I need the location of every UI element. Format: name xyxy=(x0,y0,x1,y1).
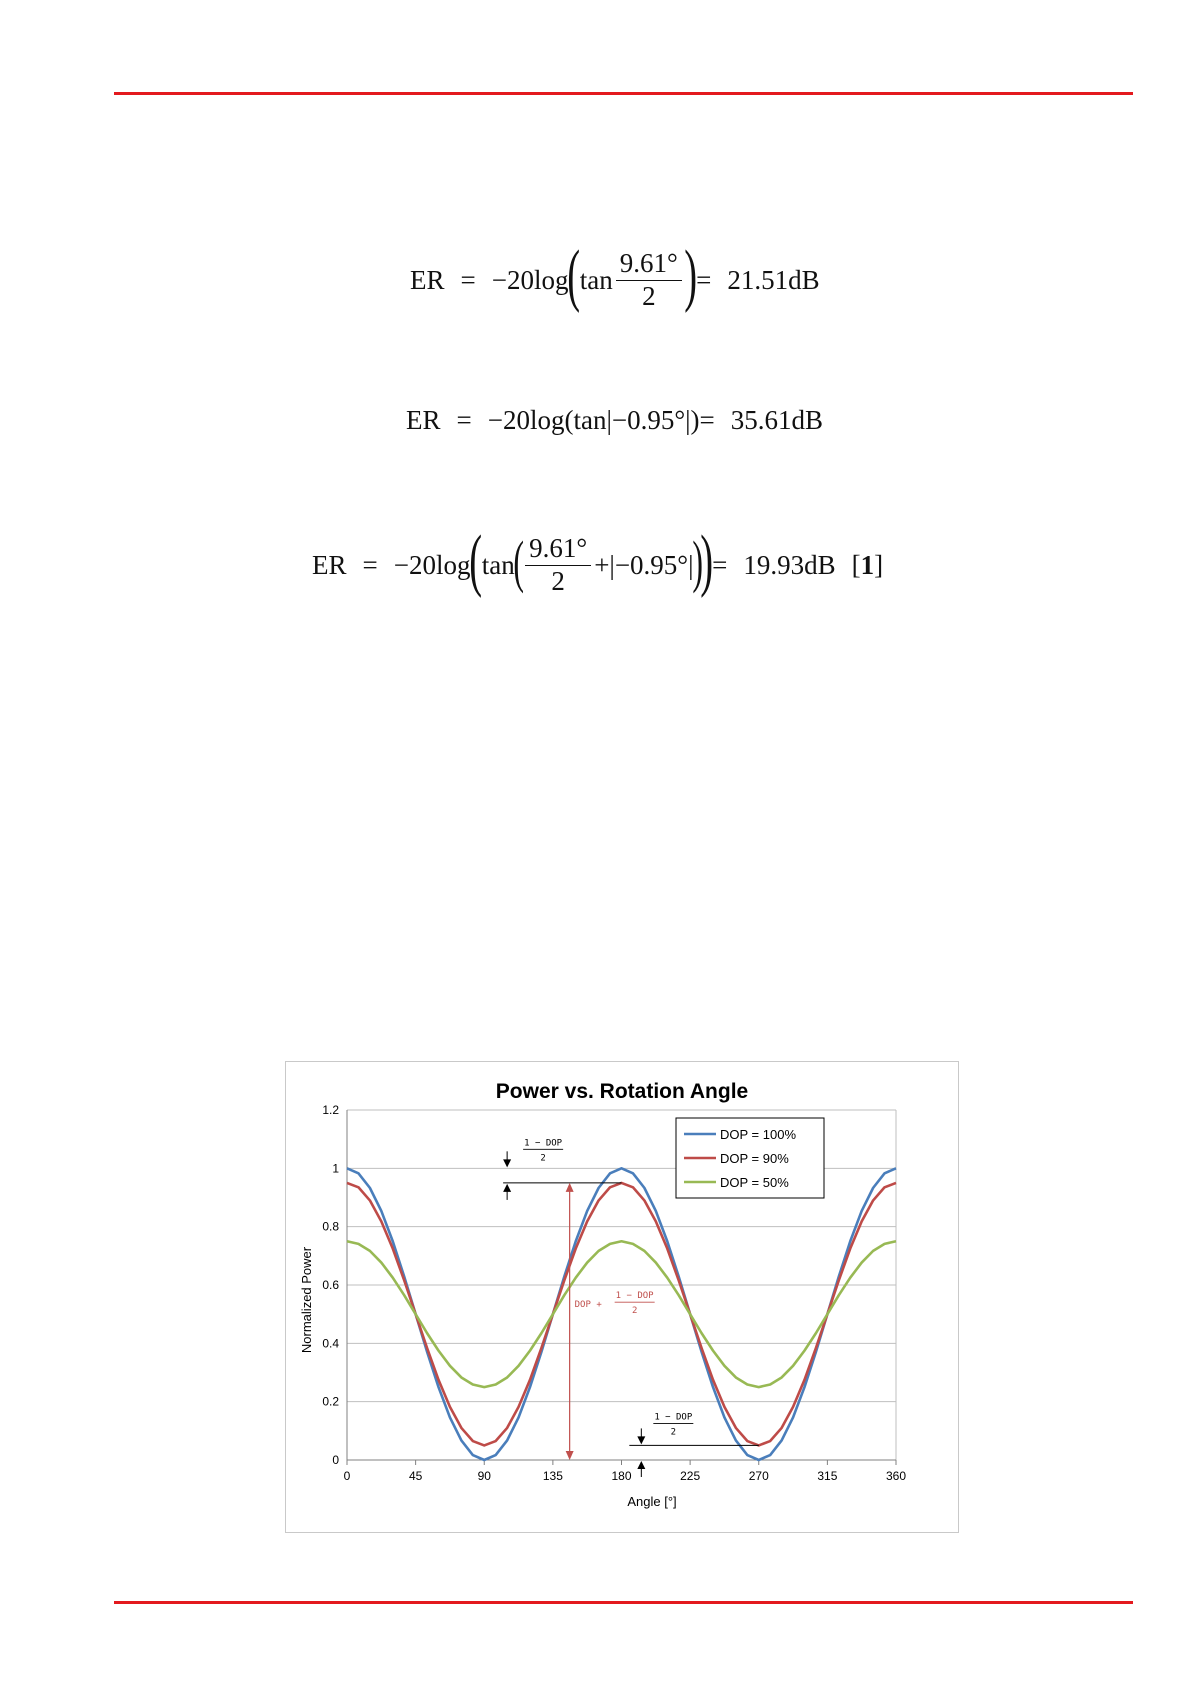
series-line-1 xyxy=(347,1168,896,1460)
footer-rule xyxy=(114,1601,1133,1604)
legend-label-2: DOP = 90% xyxy=(720,1151,789,1166)
eq2-lhs: ER xyxy=(406,405,441,435)
span-label-fraction-num: 1 − DOP xyxy=(615,1291,654,1302)
eq1-fraction xyxy=(616,248,682,311)
y-tick-label: 1 xyxy=(332,1161,339,1176)
eq3-numerator: 9.61° xyxy=(529,533,588,564)
chart-svg xyxy=(286,1062,958,1532)
y-tick-label: 1.2 xyxy=(322,1103,339,1117)
bottom-gap-label-num: 1 − DOP xyxy=(654,1412,693,1423)
top-gap-label-num: 1 − DOP xyxy=(524,1138,563,1149)
eq1-lhs: ER xyxy=(410,264,445,295)
bottom-gap-label xyxy=(653,1412,693,1437)
eq3-denominator: 2 xyxy=(551,565,565,596)
x-axis-label: Angle [°] xyxy=(627,1494,677,1509)
bottom-gap-arrow-down xyxy=(637,1428,645,1444)
y-axis-label: Normalized Power xyxy=(299,1246,314,1354)
eq2-rhs-equals: = xyxy=(699,405,715,435)
x-tick-label: 0 xyxy=(343,1469,351,1483)
eq3-fraction xyxy=(525,533,591,596)
top-gap-arrow-down-head xyxy=(503,1159,511,1167)
eq1-result: 21.51dB xyxy=(727,264,820,295)
equation-er-offset xyxy=(406,405,823,436)
eq1-numerator: 9.61° xyxy=(619,248,678,279)
top-gap-arrow-up-head xyxy=(503,1184,511,1192)
bottom-gap-label-den: 2 xyxy=(670,1427,677,1438)
eq1-fn: tan xyxy=(579,264,613,295)
y-tick-label: 0 xyxy=(332,1453,339,1467)
eq3-fn: tan xyxy=(481,549,515,580)
span-label-prefix: DOP + xyxy=(574,1300,602,1311)
top-gap-arrow-down xyxy=(503,1151,511,1167)
header-rule xyxy=(114,92,1133,95)
x-tick-label: 360 xyxy=(885,1469,907,1483)
x-tick-label: 45 xyxy=(408,1469,423,1483)
eq1-coeff: −20log xyxy=(491,264,569,295)
span-label-fraction xyxy=(615,1291,655,1316)
series-layer xyxy=(347,1168,896,1460)
series-line-3 xyxy=(347,1241,896,1387)
eq3-equals: = xyxy=(362,549,378,580)
top-gap-arrow-up xyxy=(503,1184,511,1200)
equation-er-combined: ER = −20log ( tan ( $\frac{9.61^\circ}{2}$ +|−0.95°| ) ) = 19.93dB [1] xyxy=(312,522,884,599)
eq1-equals: = xyxy=(460,264,476,295)
x-tick-label: 225 xyxy=(680,1469,701,1483)
chart-legend xyxy=(676,1118,824,1198)
bottom-gap-arrow-down-head xyxy=(637,1436,645,1444)
eq3-rhs-equals: = xyxy=(712,549,728,580)
legend-label-3: DOP = 50% xyxy=(720,1175,789,1190)
top-gap-label xyxy=(523,1138,563,1163)
eq2-equals: = xyxy=(456,405,472,435)
eq3-lhs: ER xyxy=(312,549,347,580)
span-arrow-head-bottom xyxy=(566,1451,574,1460)
equation-er-angle: ER = −20log ( tan $\frac{9.61^\circ}{2}$ ) = 21.51dB xyxy=(410,237,820,314)
eq1-rhs-equals: = xyxy=(696,264,712,295)
x-tick-label: 135 xyxy=(542,1469,563,1483)
legend-label-1: DOP = 100% xyxy=(720,1127,797,1142)
x-tick-label: 180 xyxy=(611,1469,632,1483)
eq1-denominator: 2 xyxy=(642,280,656,311)
eq2-body: −20log(tan|−0.95°|) xyxy=(487,405,700,435)
power-vs-angle-chart xyxy=(285,1061,959,1533)
bottom-gap-arrow-up-head xyxy=(637,1461,645,1469)
span-arrow-head-top xyxy=(566,1183,574,1192)
x-tick-label: 270 xyxy=(748,1469,769,1483)
eq3-plus-term: +|−0.95°| xyxy=(594,549,694,580)
eq3-result: 19.93dB xyxy=(743,549,836,580)
y-tick-label: 0.6 xyxy=(322,1278,339,1292)
x-tick-label: 315 xyxy=(817,1469,838,1483)
y-tick-label: 0.2 xyxy=(322,1394,339,1409)
y-tick-label: 0.4 xyxy=(322,1336,339,1351)
span-label-fraction-den: 2 xyxy=(631,1306,638,1317)
series-line-2 xyxy=(347,1183,896,1446)
eq2-result: 35.61dB xyxy=(730,405,824,435)
x-tick-label: 90 xyxy=(477,1469,491,1483)
top-gap-label-den: 2 xyxy=(540,1153,546,1164)
eq3-coeff: −20log xyxy=(393,549,471,580)
bottom-gap-arrow-up xyxy=(637,1461,645,1477)
y-tick-label: 0.8 xyxy=(322,1219,339,1234)
eq3-reference: [1] xyxy=(851,549,884,580)
chart-title: Power vs. Rotation Angle xyxy=(495,1080,749,1103)
